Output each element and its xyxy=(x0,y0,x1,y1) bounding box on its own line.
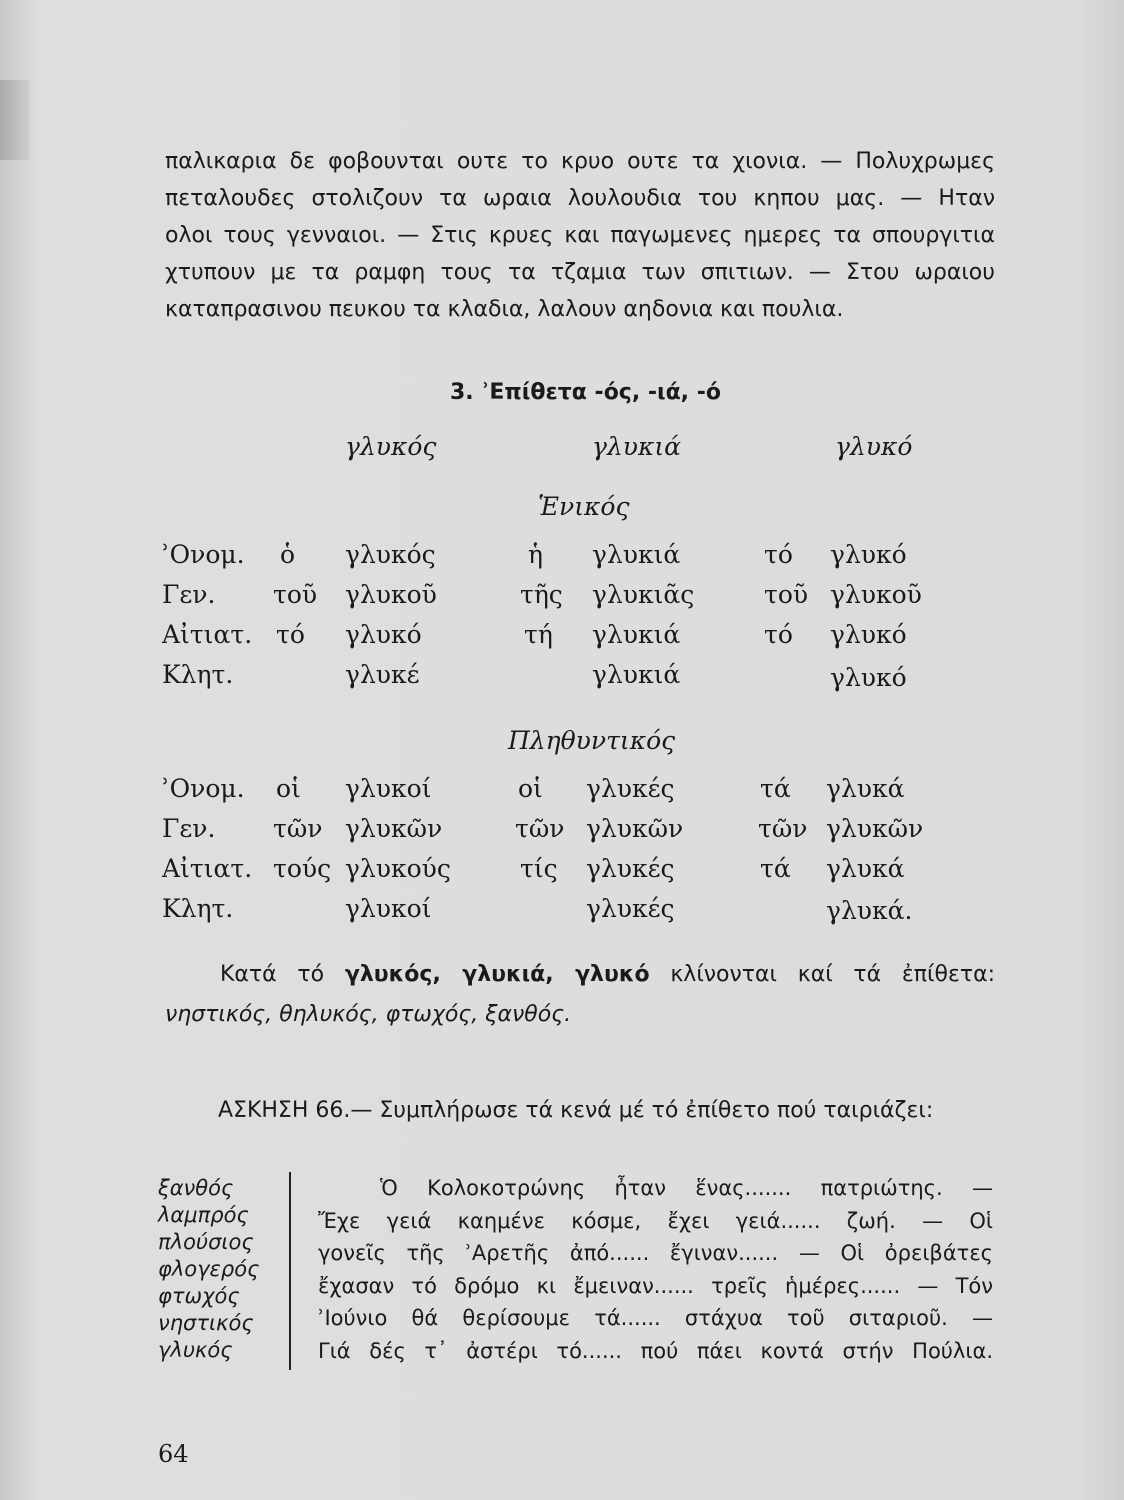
article: τῶν xyxy=(273,814,323,843)
article: τό xyxy=(764,620,793,649)
exercise-line: Ὁ Κολοκοτρώνης ἦταν ἕνας....... πατριώτης. — xyxy=(380,1176,993,1200)
intro-line: πεταλουδες στολιζουν τα ωραια λουλουδια του κηπου μας. — Ηταν xyxy=(165,186,995,211)
list-item: φτωχός xyxy=(158,1284,240,1308)
form-neut: γλυκά xyxy=(826,854,905,883)
plural-label: Πληθυντικός xyxy=(508,726,676,755)
exercise-line: ἔχασαν τό δρόμο κι ἔμειναν...... τρεῖς ἡμέρες...... — Τόν xyxy=(318,1273,993,1298)
case-label: Κλητ. xyxy=(162,894,234,923)
form-neut: γλυκῶν xyxy=(826,814,924,843)
article: τῶν xyxy=(515,814,565,843)
article: ἡ xyxy=(528,540,543,569)
exercise-line: ʾΙούνιο θά θερίσουμε τά...... στάχυα τοῦ σιταριοῦ. — xyxy=(318,1306,993,1330)
form-fem: γλυκές xyxy=(586,854,675,883)
form-masc: γλυκοί xyxy=(345,774,432,803)
form-masc: γλυκέ xyxy=(345,660,420,689)
article: τῆς xyxy=(520,580,563,609)
article: τίς xyxy=(520,854,558,883)
form-neut: γλυκοῦ xyxy=(830,580,922,609)
article: τῶν xyxy=(758,814,808,843)
article: τό xyxy=(764,540,793,569)
case-label: Γεν. xyxy=(162,814,216,843)
gender-neuter: γλυκό xyxy=(835,432,913,461)
section-heading: 3. ʾΕπίθετα -ός, -ιά, -ό xyxy=(450,380,721,405)
exercise-line: Γιά δές τ᾽ ἀστέρι τό...... πού πάει κοντά στήν Πούλια. xyxy=(318,1338,993,1363)
form-masc: γλυκοί xyxy=(345,894,432,923)
case-label: ʾΟνομ. xyxy=(162,774,245,803)
case-label: Γεν. xyxy=(162,580,216,609)
article: οἱ xyxy=(276,774,301,803)
case-label: Αἰτιατ. xyxy=(162,620,253,649)
form-masc: γλυκούς xyxy=(345,854,451,883)
form-fem: γλυκῶν xyxy=(586,814,684,843)
list-item: ξανθός xyxy=(158,1176,234,1200)
intro-paragraph xyxy=(165,143,995,328)
form-fem: γλυκιά xyxy=(592,660,681,689)
exercise-line: Ἔχε γειά καημένε κόσμε, ἔχει γειά...... ζωή. — Οἱ xyxy=(318,1208,993,1233)
article: τοῦ xyxy=(273,580,318,609)
list-item: λαμπρός xyxy=(158,1203,249,1227)
article: τούς xyxy=(273,854,332,883)
note-suffix: κλίνονται καί τά ἐπίθετα: xyxy=(649,962,995,987)
form-masc: γλυκοῦ xyxy=(345,580,437,609)
form-fem: γλυκές xyxy=(586,894,675,923)
article: ὁ xyxy=(280,540,296,569)
form-masc: γλυκός xyxy=(345,540,436,569)
article: οἱ xyxy=(518,774,543,803)
declension-note xyxy=(165,955,995,1035)
vertical-divider xyxy=(289,1172,291,1370)
article: τά xyxy=(760,854,791,883)
note-examples: νηστικός, θηλυκός, φτωχός, ξανθός. xyxy=(165,1002,572,1027)
intro-line: ολοι τους γενναιοι. — Στις κρυες και παγωμενες ημερες τα σπουργιτια xyxy=(165,223,995,248)
intro-line: καταπρασινου πευκου τα κλαδια, λαλουν αηδονια και πουλια. xyxy=(165,297,844,322)
intro-line: χτυπουν με τα ραμφη τους τα τζαμια των σπιτιων. — Στου ωραιου xyxy=(165,260,995,285)
form-fem: γλυκιά xyxy=(592,620,681,649)
exercise-line: γονεῖς τῆς ʾΑρετῆς ἀπό...... ἔγιναν...... — Οἱ ὀρειβάτες xyxy=(318,1241,993,1265)
form-fem: γλυκιά xyxy=(592,540,681,569)
list-item: πλούσιος xyxy=(158,1230,254,1254)
page-number: 64 xyxy=(158,1440,189,1468)
note-line xyxy=(165,955,995,995)
form-masc: γλυκό xyxy=(345,620,422,649)
exercise-text xyxy=(318,1172,993,1367)
note-prefix: Κατά τό xyxy=(220,962,345,987)
form-fem: γλυκιᾶς xyxy=(592,580,695,609)
form-masc: γλυκῶν xyxy=(345,814,443,843)
singular-label: Ἑνικός xyxy=(538,492,630,521)
form-fem: γλυκές xyxy=(586,774,675,803)
case-label: Αἰτιατ. xyxy=(162,854,253,883)
list-item: νηστικός xyxy=(158,1311,254,1335)
form-neut: γλυκό xyxy=(830,663,907,692)
gender-feminine: γλυκιά xyxy=(592,432,682,461)
form-neut: γλυκά xyxy=(826,774,905,803)
list-item: γλυκός xyxy=(158,1338,233,1362)
case-label: Κλητ. xyxy=(162,660,234,689)
article: τή xyxy=(524,620,553,649)
article: τοῦ xyxy=(764,580,809,609)
article: τό xyxy=(276,620,305,649)
article: τά xyxy=(760,774,791,803)
note-bold-words: γλυκός, γλυκιά, γλυκό xyxy=(344,962,650,987)
case-label: ʾΟνομ. xyxy=(162,540,245,569)
list-item: φλογερός xyxy=(158,1257,260,1281)
word-list xyxy=(158,1175,259,1364)
intro-line: παλικαρια δε φοβουνται ουτε το κρυο ουτε τα χιονια. — Πολυχρωμες xyxy=(165,149,995,174)
form-neut: γλυκό xyxy=(830,620,907,649)
form-neut: γλυκό xyxy=(830,540,907,569)
gender-masculine: γλυκός xyxy=(345,432,437,461)
form-neut: γλυκά. xyxy=(826,896,913,925)
exercise-title: ΑΣΚΗΣΗ 66.— Συμπλήρωσε τά κενά μέ τό ἐπίθετο πού ταιριάζει: xyxy=(218,1098,934,1123)
page-spine-shadow xyxy=(0,80,30,160)
